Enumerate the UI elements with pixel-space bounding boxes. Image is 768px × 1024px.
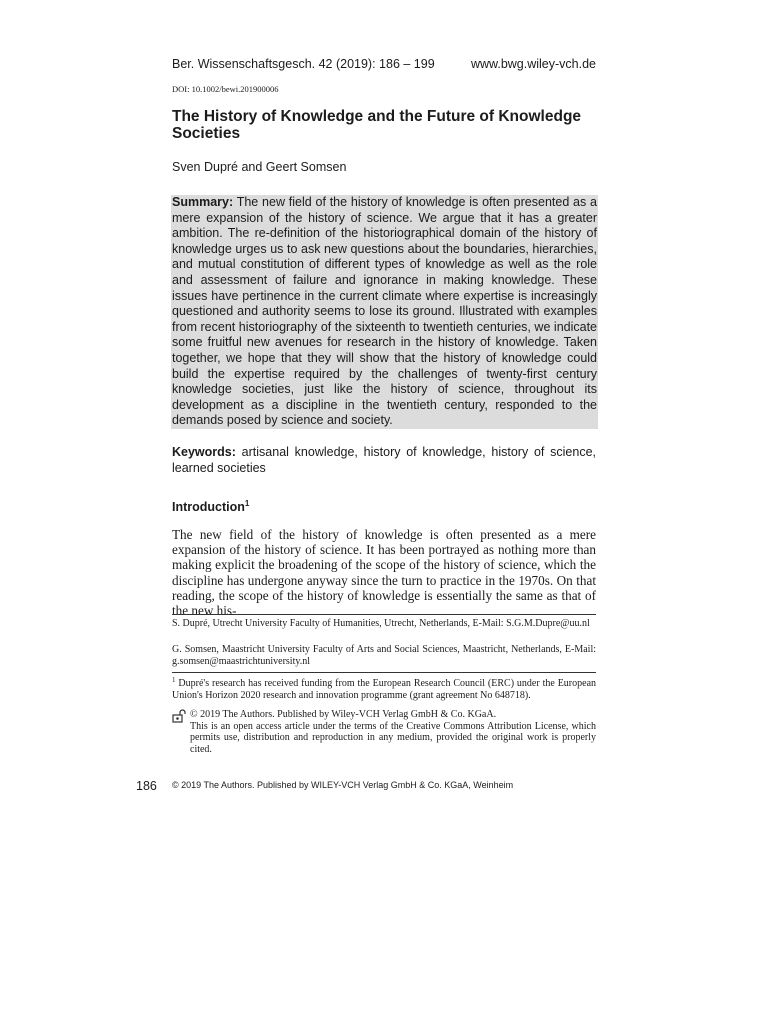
keywords (172, 445, 596, 476)
footnote-text: Dupré's research has received funding from the European Research Council (ERC) under the European Union's Horizon 2020 research and innovation programme (grant agreement No 648718). (172, 678, 597, 701)
section-heading (172, 499, 249, 514)
section-title: Introduction (172, 500, 245, 514)
keywords-text: artisanal knowledge, history of knowledge, history of science, learned societies (172, 445, 596, 475)
footnote-divider (172, 614, 596, 615)
journal-citation: Ber. Wissenschaftsgesch. 42 (2019): 186 – 199 (172, 57, 435, 71)
summary-label: Summary: (172, 195, 234, 209)
footnote-mark: 1 (172, 676, 176, 684)
article-title: The History of Knowledge and the Future of Knowledge Societies (172, 108, 582, 142)
article-authors: Sven Dupré and Geert Somsen (172, 160, 347, 174)
section-footnote-mark[interactable]: 1 (244, 499, 250, 508)
summary-box (171, 195, 598, 429)
footer-copyright: © 2019 The Authors. Published by WILEY-VCH Verlag GmbH & Co. KGaA, Weinheim (172, 780, 514, 790)
body-paragraph: The new field of the history of knowledge is often presented as a mere expansion of the history of science. It has been portrayed as nothing more than making explicit the broadening of the scope of the history of science, which the discipline has undergone anyway since the turn to practice in the 1970s. On that reading, the scope of the history of knowledge is essentially the same as that of the new his- (172, 527, 596, 619)
footnote (172, 674, 596, 702)
footnote-divider-2 (172, 672, 596, 673)
open-access-lock-icon (172, 709, 186, 723)
affiliation-somsen: G. Somsen, Maastricht University Faculty of Arts and Social Sciences, Maastricht, Netherlands, E-Mail: g.somsen@maastrichtuniversity.nl (172, 644, 596, 667)
journal-url[interactable]: www.bwg.wiley-vch.de (470, 57, 596, 71)
license-terms: This is an open access article under the terms of the Creative Commons Attribution License, which permits use, distribution and reproduction in any medium, provided the original work is properly cited. (190, 720, 596, 755)
affiliation-dupre: S. Dupré, Utrecht University Faculty of Humanities, Utrecht, Netherlands, E-Mail: S.G.M.Dupre@uu.nl (172, 618, 590, 629)
license-notice (190, 709, 596, 755)
license-copyright: © 2019 The Authors. Published by Wiley-VCH Verlag GmbH & Co. KGaA. (190, 709, 497, 720)
page-number: 186 (136, 779, 157, 793)
doi[interactable]: DOI: 10.1002/bewi.201900006 (172, 84, 279, 94)
summary-text: The new field of the history of knowledge is often presented as a mere expansion of the history of science. We argue that it has a greater ambition. The re-definition of the historiographical domain of the history of knowledge urges us to ask new questions about the boundaries, hierarchies, and mutual constitution of different types of knowledge as well as the role and assessment of failure and ignorance in making knowledge. These issues have pertinence in the current climate where expertise is increasingly questioned and authority seems to lose its ground. Illustrated with examples from recent historiography of the sixteenth to twentieth centuries, we indicate some fruitful new avenues for research in the history of knowledge. Taken together, we hope that they will show that the history of knowledge could build the expertise required by the challenges of twenty-first century knowledge societies, just like the history of science, throughout its development as a discipline in the twentieth century, responded to the demands posed by science and society. (172, 195, 598, 428)
keywords-label: Keywords: (172, 445, 236, 459)
